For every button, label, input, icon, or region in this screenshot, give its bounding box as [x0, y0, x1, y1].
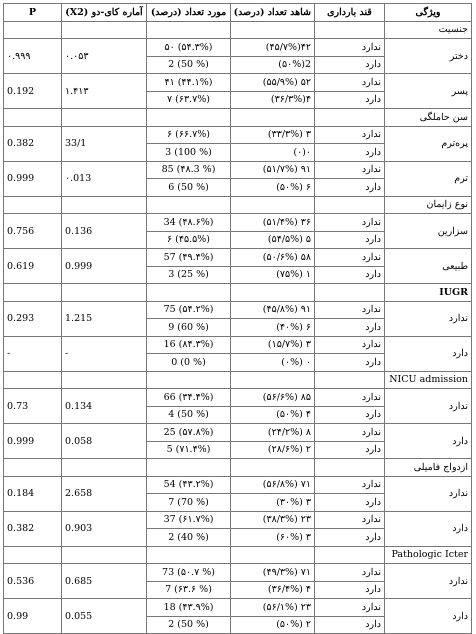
control-count: ۲ (۲۸/۶%)	[231, 441, 315, 459]
control-count: ۳۶ (۵۱/۴%)	[231, 214, 315, 232]
p-value: 0.99	[4, 599, 62, 634]
table-row	[4, 214, 472, 232]
gestational-diabetes-status: ندارد	[315, 74, 385, 92]
gestational-diabetes-status: ندارد	[315, 389, 385, 407]
empty-cell	[231, 284, 315, 302]
control-count: ۴(۳۶/۳%)	[231, 91, 315, 109]
gestational-diabetes-status: دارد	[315, 144, 385, 162]
p-value: 0.382	[4, 126, 62, 161]
empty-cell	[147, 21, 231, 39]
case-count: 5 (۷۱.۴%)	[147, 441, 231, 459]
empty-cell	[231, 21, 315, 39]
chi-square-value: 0.134	[62, 389, 147, 424]
empty-cell	[231, 371, 315, 389]
gestational-diabetes-status: دارد	[315, 179, 385, 197]
header-feature: ویژگی	[385, 4, 472, 22]
control-count: ۹۱ (۴۵/۸%)	[231, 301, 315, 319]
group-label: ندارد	[385, 389, 472, 424]
control-count: ۲۳ (۳۸/۳%)	[231, 511, 315, 529]
section-title: جنسیت	[385, 21, 472, 39]
empty-cell	[4, 371, 62, 389]
chi-square-value: 0.999	[62, 249, 147, 284]
empty-cell	[315, 459, 385, 477]
case-count: 73 (۵۰.۷ %)	[147, 564, 231, 582]
gestational-diabetes-status: ندارد	[315, 599, 385, 617]
control-count: ۵۲ (۵۵/۹%)	[231, 74, 315, 92]
control-count: ۲ (۵۰%)	[231, 616, 315, 634]
section-row	[4, 109, 472, 127]
case-count: 18 (۴۳.۹%)	[147, 599, 231, 617]
gestational-diabetes-status: دارد	[315, 441, 385, 459]
gestational-diabetes-status: ندارد	[315, 476, 385, 494]
control-count: ۹۱ (۵۱/۷%)	[231, 161, 315, 179]
group-label: دارد	[385, 424, 472, 459]
table-row	[4, 74, 472, 92]
p-value: 0.184	[4, 476, 62, 511]
case-count: 9 (60 %)	[147, 319, 231, 337]
control-count: ۸ (۲۴/۲%)	[231, 424, 315, 442]
header-case-count: مورد تعداد (درصد)	[147, 4, 231, 22]
gestational-diabetes-status: دارد	[315, 56, 385, 74]
empty-cell	[147, 546, 231, 564]
p-value: 0.382	[4, 511, 62, 546]
case-count: 3 (25 %)	[147, 266, 231, 284]
case-count: ۵۰ (۵۴.۳%)	[147, 39, 231, 57]
table-row	[4, 511, 472, 529]
chi-square-value: 33/1	[62, 126, 147, 161]
gestational-diabetes-status: ندارد	[315, 564, 385, 582]
control-count: ۲۳ (۵۶/۱%)	[231, 599, 315, 617]
section-title: سن حاملگی	[385, 109, 472, 127]
control-count: ۱ (۷۵%)	[231, 266, 315, 284]
empty-cell	[62, 284, 147, 302]
case-count: 4 (50 %)	[147, 406, 231, 424]
section-title: IUGR	[385, 284, 472, 302]
empty-cell	[147, 371, 231, 389]
group-label: پره‌ترم	[385, 126, 472, 161]
case-count: 25 (۵۷.۸%)	[147, 424, 231, 442]
empty-cell	[62, 196, 147, 214]
p-value: 0.999	[4, 424, 62, 459]
control-count: ۳ (۱۵/۷%)	[231, 336, 315, 354]
empty-cell	[4, 284, 62, 302]
case-count: 57 (۴۹.۴%)	[147, 249, 231, 267]
empty-cell	[4, 196, 62, 214]
case-count: 2 (50 %)	[147, 56, 231, 74]
empty-cell	[4, 21, 62, 39]
gestational-diabetes-status: ندارد	[315, 39, 385, 57]
p-value: 0.619	[4, 249, 62, 284]
control-count: ۶ (۴۰%)	[231, 319, 315, 337]
empty-cell	[147, 196, 231, 214]
control-count: ۷۱ (۵۶/۸%)	[231, 476, 315, 494]
group-label: ترم	[385, 161, 472, 196]
gestational-diabetes-status: دارد	[315, 354, 385, 372]
gestational-diabetes-status: ندارد	[315, 126, 385, 144]
section-title: ازدواج فامیلی	[385, 459, 472, 477]
chi-square-value: 0.685	[62, 564, 147, 599]
case-count: 37 (۶۱.۷%)	[147, 511, 231, 529]
case-count: ۶ (۶۶.۷%)	[147, 126, 231, 144]
header-control-count: شاهد تعداد (درصد)	[231, 4, 315, 22]
control-count: ۰ (۰%)	[231, 354, 315, 372]
gestational-diabetes-status: ندارد	[315, 336, 385, 354]
group-label: پسر	[385, 74, 472, 109]
case-count: 2 (50 %)	[147, 616, 231, 634]
gestational-diabetes-status: دارد	[315, 266, 385, 284]
p-value: 0.756	[4, 214, 62, 249]
control-count: ۰(۰)	[231, 144, 315, 162]
chi-square-value: -	[62, 336, 147, 371]
empty-cell	[147, 459, 231, 477]
empty-cell	[231, 546, 315, 564]
section-title: نوع زایمان	[385, 196, 472, 214]
empty-cell	[315, 546, 385, 564]
section-title: NICU admission	[385, 371, 472, 389]
chi-square-value: 2.658	[62, 476, 147, 511]
case-count: 75 (۵۴.۲%)	[147, 301, 231, 319]
table-row	[4, 126, 472, 144]
p-value: ۰.۹۹۹	[4, 39, 62, 74]
case-count: ۶ (۴۵.۵%)	[147, 231, 231, 249]
case-count: 3 (100 %)	[147, 144, 231, 162]
table-row	[4, 336, 472, 354]
control-count: ۴ (۳۶/۴%)	[231, 581, 315, 599]
group-label: ندارد	[385, 564, 472, 599]
empty-cell	[147, 284, 231, 302]
case-count: 54 (۴۳.۲%)	[147, 476, 231, 494]
table-row	[4, 161, 472, 179]
group-label: دارد	[385, 599, 472, 634]
gestational-diabetes-status: دارد	[315, 616, 385, 634]
results-table	[3, 3, 472, 634]
header-p: P	[4, 4, 62, 22]
group-label: طبیعی	[385, 249, 472, 284]
gestational-diabetes-status: دارد	[315, 494, 385, 512]
empty-cell	[231, 109, 315, 127]
gestational-diabetes-status: دارد	[315, 319, 385, 337]
empty-cell	[62, 459, 147, 477]
chi-square-value: 0.136	[62, 214, 147, 249]
empty-cell	[315, 109, 385, 127]
gestational-diabetes-status: ندارد	[315, 301, 385, 319]
empty-cell	[62, 371, 147, 389]
control-count: ۶ (۵۰%)	[231, 179, 315, 197]
case-count: 0 (0 %)	[147, 354, 231, 372]
empty-cell	[4, 459, 62, 477]
table-row	[4, 424, 472, 442]
chi-square-value: 0.055	[62, 599, 147, 634]
gestational-diabetes-status: دارد	[315, 231, 385, 249]
gestational-diabetes-status: ندارد	[315, 249, 385, 267]
empty-cell	[4, 546, 62, 564]
table-row	[4, 389, 472, 407]
case-count: ۴۱ (۴۴.۱%)	[147, 74, 231, 92]
case-count: 2 (40 %)	[147, 529, 231, 547]
section-row	[4, 546, 472, 564]
control-count: ۷۱ (۴۹/۳%)	[231, 564, 315, 582]
chi-square-value: 1.215	[62, 301, 147, 336]
control-count: ۳ (۶۰%)	[231, 529, 315, 547]
gestational-diabetes-status: ندارد	[315, 511, 385, 529]
gestational-diabetes-status: دارد	[315, 581, 385, 599]
p-value: 0.999	[4, 161, 62, 196]
empty-cell	[62, 546, 147, 564]
p-value: 0.73	[4, 389, 62, 424]
empty-cell	[62, 109, 147, 127]
table-row	[4, 249, 472, 267]
gestational-diabetes-status: دارد	[315, 406, 385, 424]
empty-cell	[315, 284, 385, 302]
group-label: ندارد	[385, 476, 472, 511]
empty-cell	[315, 196, 385, 214]
control-count: ۵۸ (۵۰/۶%)	[231, 249, 315, 267]
control-count: 2(۵۰%)	[231, 56, 315, 74]
case-count: 16 (۸۴.۳%)	[147, 336, 231, 354]
empty-cell	[231, 196, 315, 214]
p-value: 0.192	[4, 74, 62, 109]
control-count: ۴۲(۴۵/۷%)	[231, 39, 315, 57]
table-row	[4, 301, 472, 319]
group-label: ندارد	[385, 301, 472, 336]
chi-square-value: ۰.013	[62, 161, 147, 196]
empty-cell	[62, 21, 147, 39]
control-count: ۴ (۵۰%)	[231, 406, 315, 424]
control-count: ۵ (۵۴/۵%)	[231, 231, 315, 249]
case-count: 7 (۶۳.۶ %)	[147, 581, 231, 599]
header-row	[4, 4, 472, 22]
table-row	[4, 564, 472, 582]
case-count: 66 (۳۴.۴%)	[147, 389, 231, 407]
section-row	[4, 196, 472, 214]
empty-cell	[315, 371, 385, 389]
p-value: -	[4, 336, 62, 371]
control-count: ۸۵ (۵۶/۶%)	[231, 389, 315, 407]
chi-square-value: ۱.۴۱۳	[62, 74, 147, 109]
case-count: 6 (50 %)	[147, 179, 231, 197]
empty-cell	[147, 109, 231, 127]
case-count: 85 (۴۸.3 %)	[147, 161, 231, 179]
empty-cell	[231, 459, 315, 477]
p-value: 0.536	[4, 564, 62, 599]
group-label: دارد	[385, 336, 472, 371]
section-title: Pathologic Icter	[385, 546, 472, 564]
gestational-diabetes-status: ندارد	[315, 424, 385, 442]
group-label: دختر	[385, 39, 472, 74]
chi-square-value: 0.058	[62, 424, 147, 459]
table-row	[4, 476, 472, 494]
section-row	[4, 284, 472, 302]
empty-cell	[315, 21, 385, 39]
case-count: 34 (۴۸.۶%)	[147, 214, 231, 232]
header-gestational-diabetes: قند بارداری	[315, 4, 385, 22]
chi-square-value: 0.903	[62, 511, 147, 546]
control-count: ۳ (۳۳/۳%)	[231, 126, 315, 144]
gestational-diabetes-status: دارد	[315, 91, 385, 109]
group-label: سزارین	[385, 214, 472, 249]
empty-cell	[4, 109, 62, 127]
section-row	[4, 459, 472, 477]
table-body	[4, 21, 472, 634]
gestational-diabetes-status: ندارد	[315, 161, 385, 179]
p-value: 0.293	[4, 301, 62, 336]
section-row	[4, 371, 472, 389]
table-row	[4, 599, 472, 617]
results-table-wrapper	[3, 3, 471, 634]
header-chi-square: آماره کای-دو (X2)	[62, 4, 147, 22]
gestational-diabetes-status: ندارد	[315, 214, 385, 232]
table-row	[4, 39, 472, 57]
case-count: ۷ (۶۳.۷%)	[147, 91, 231, 109]
control-count: ۳ (۳۰%)	[231, 494, 315, 512]
group-label: دارد	[385, 511, 472, 546]
case-count: 7 (70 %)	[147, 494, 231, 512]
section-row	[4, 21, 472, 39]
gestational-diabetes-status: دارد	[315, 529, 385, 547]
chi-square-value: ۰.۰۵۳	[62, 39, 147, 74]
